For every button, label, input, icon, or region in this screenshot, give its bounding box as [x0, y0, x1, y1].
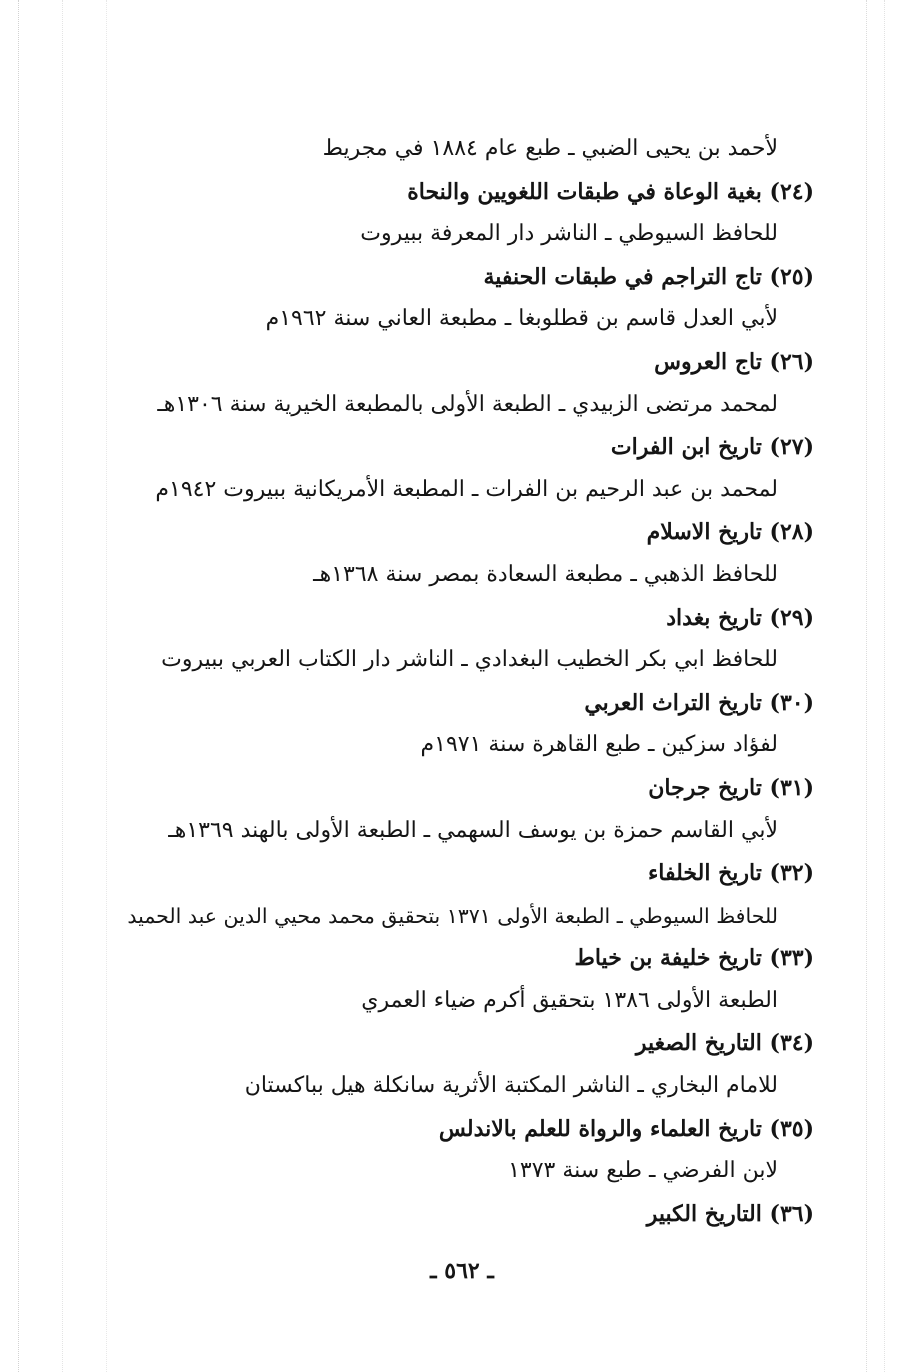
entry-title-line: (٢٥) تاج التراجم في طبقات الحنفية	[483, 263, 814, 290]
entry-detail-line: للحافظ السيوطي ـ الطبعة الأولى ١٣٧١ بتحقيق محمد محيي الدين عبد الحميد	[127, 903, 778, 928]
entry-detail-line: للحافظ الذهبي ـ مطبعة السعادة بمصر سنة ١٣٦٨هـ	[313, 561, 778, 587]
scan-artifact-line	[18, 0, 19, 1372]
bibliography-list	[114, 128, 814, 1235]
entry-detail-line: للحافظ السيوطي ـ الناشر دار المعرفة ببيروت	[360, 221, 778, 247]
entry-title-line: (٣٣) تاريخ خليفة بن خياط	[574, 945, 814, 972]
entry-detail-line: الطبعة الأولى ١٣٨٦ بتحقيق أكرم ضياء العمري	[361, 987, 778, 1013]
entry-detail-line: لمحمد بن عبد الرحيم بن الفرات ـ المطبعة الأمريكانية ببيروت ١٩٤٢م	[155, 476, 778, 502]
entry-title-line: (٣٢) تاريخ الخلفاء	[647, 860, 814, 887]
entry-title-line: (٣٥) تاريخ العلماء والرواة للعلم بالاندلس	[438, 1115, 814, 1142]
entry-title-line: (٣٤) التاريخ الصغير	[635, 1030, 814, 1057]
entry-title-line: (٢٦) تاج العروس	[654, 348, 814, 375]
entry-title-line: (٢٤) بغية الوعاة في طبقات اللغويين والنحاة	[407, 178, 814, 205]
entry-title-line: (٣٦) التاريخ الكبير	[646, 1200, 814, 1227]
page-number: ـ ٥٦٢ ـ	[430, 1258, 494, 1284]
entry-detail-line: لمحمد مرتضى الزبيدي ـ الطبعة الأولى بالمطبعة الخيرية سنة ١٣٠٦هـ	[157, 391, 778, 417]
entry-detail-line: لأحمد بن يحيى الضبي ـ طبع عام ١٨٨٤ في مجريط	[322, 136, 778, 161]
entry-detail-line: للامام البخاري ـ الناشر المكتبة الأثرية سانكلة هيل بباكستان	[244, 1073, 778, 1099]
entry-detail-line: لفؤاد سزكين ـ طبع القاهرة سنة ١٩٧١م	[420, 732, 778, 758]
entry-detail-line: لأبي العدل قاسم بن قطلوبغا ـ مطبعة العاني سنة ١٩٦٢م	[265, 306, 778, 332]
entry-detail-line: لابن الفرضي ـ طبع سنة ١٣٧٣	[508, 1158, 778, 1184]
scan-artifact-line	[106, 0, 107, 1372]
scan-artifact-line	[866, 0, 867, 1372]
entry-title-line: (٢٨) تاريخ الاسلام	[646, 519, 814, 546]
entry-detail-line: للحافظ ابي بكر الخطيب البغدادي ـ الناشر دار الكتاب العربي ببيروت	[161, 647, 778, 673]
entry-title-line: (٣٠) تاريخ التراث العربي	[584, 689, 814, 716]
entry-title-line: (٢٧) تاريخ ابن الفرات	[610, 434, 814, 461]
scan-artifact-line	[62, 0, 63, 1372]
entry-title-line: (٣١) تاريخ جرجان	[648, 774, 814, 801]
entry-title-line: (٢٩) تاريخ بغداد	[666, 604, 814, 631]
entry-detail-line: لأبي القاسم حمزة بن يوسف السهمي ـ الطبعة الأولى بالهند ١٣٦٩هـ	[168, 817, 778, 843]
scan-artifact-line	[884, 0, 885, 1372]
